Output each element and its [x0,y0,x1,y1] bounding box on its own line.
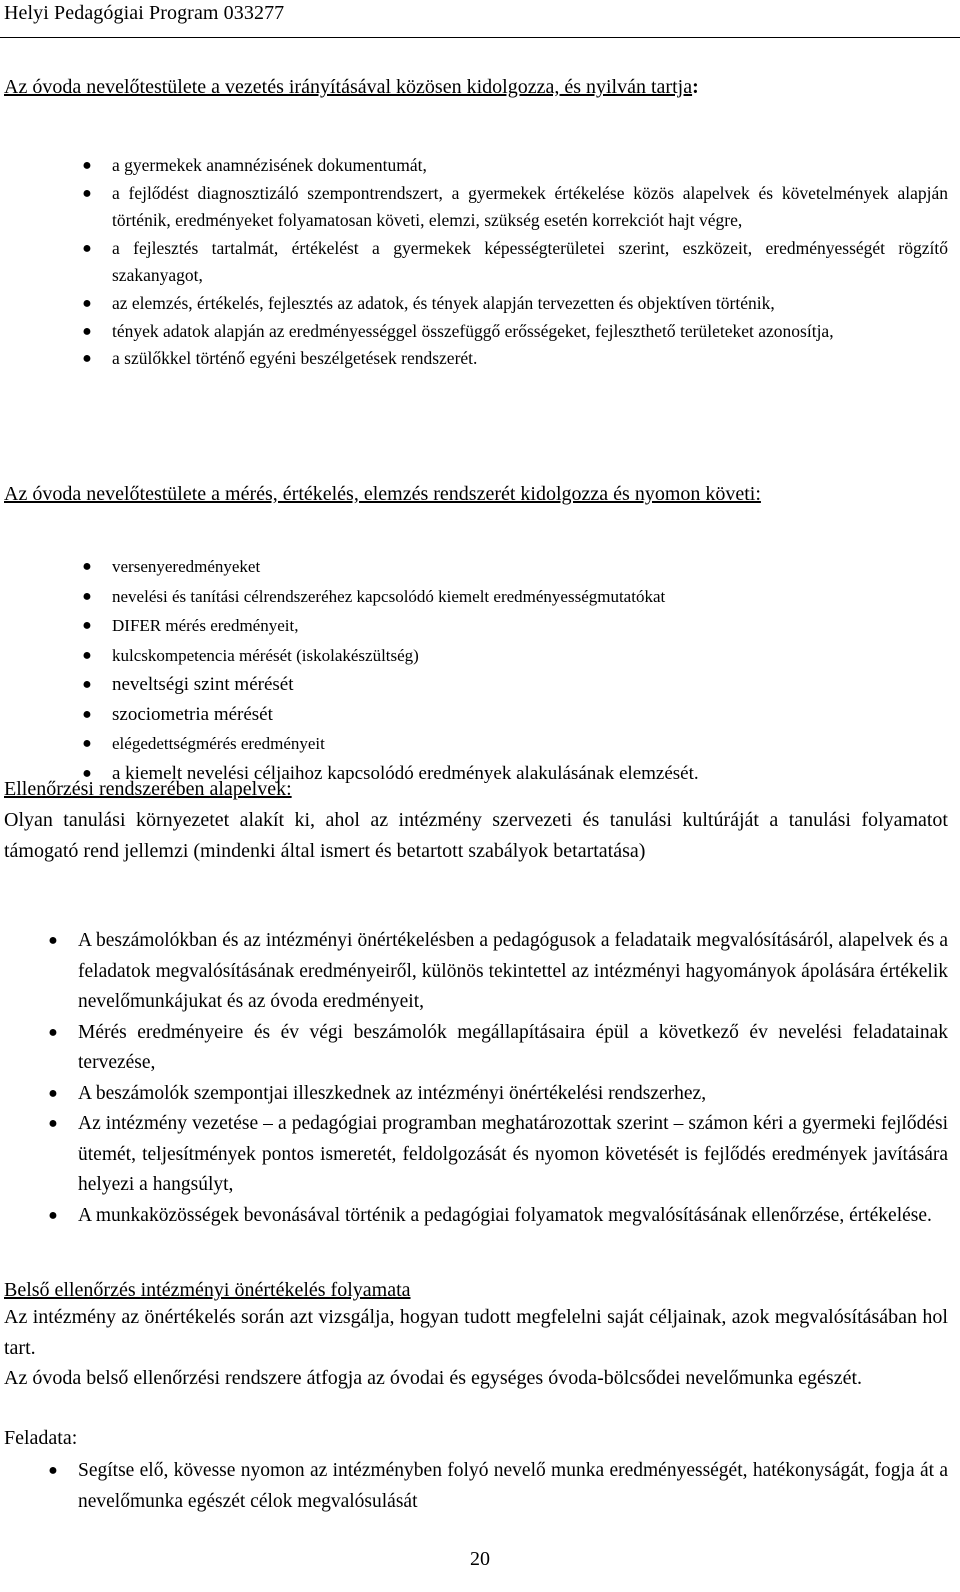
list-item: ● versenyeredményeket [112,552,872,582]
bullet-icon: ● [82,157,92,174]
list-item: ● kulcskompetencia mérését (iskolakészültség) [112,641,872,671]
bullet-list-documentation [82,152,948,373]
page-header-title: Helyi Pedagógiai Program 033277 [4,2,285,24]
bullet-list-measurements [82,552,872,788]
list-item: ● a fejlődést diagnosztizáló szempontrendszert, a gyermekek értékelése közös alapelvek és követelmények alapján történik, eredményeket folyamatosan követi, elemzi, szükség esetén korrekciót hajt végre, [112,180,948,235]
intro-text: Az óvoda nevelőtestülete a vezetés irányításával közösen kidolgozza, és nyilván tartja [4,76,693,98]
section-heading-control: Ellenőrzési rendszerében alapelvek: [4,778,292,800]
bullet-icon: ● [48,1206,58,1224]
list-item: ● a gyermekek anamnézisének dokumentumát, [112,152,948,180]
bullet-icon: ● [82,705,92,723]
bullet-icon: ● [82,764,92,782]
bullet-icon: ● [82,735,92,752]
bullet-icon: ● [82,239,92,257]
intro-colon: : [692,76,699,98]
bullet-icon: ● [82,322,92,340]
bullet-icon: ● [82,676,92,693]
list-item: ● a szülőkkel történő egyéni beszélgetések rendszerét. [112,345,948,373]
bullet-icon: ● [82,617,92,634]
list-item: ● A beszámolókban és az intézményi önértékelésben a pedagógusok a feladataik megvalósításáról, alapelvek és a feladatok megvalósításának eredményeiről, különös tekintettel az intézményi hagyományok ápolására értékelik nevelőmunkájukat és az óvoda eredményeit, [78,926,948,1018]
list-item: ● Az intézmény vezetése – a pedagógiai programban meghatározottak szerint – számon kéri a gyermeki fejlődési ütemét, teljesítmények pontos ismeretét, feldolgozását és nyomon követését is fejlődés eredmények javítására helyezi a hangsúlyt, [78,1109,948,1201]
tasks-label: Feladata: [4,1427,78,1449]
self-assessment-paragraph-2: Az óvoda belső ellenőrzési rendszere átfogja az óvodai és egységes óvoda-bölcsődei nevelőmunka egészét. [4,1367,862,1389]
list-item: ● A beszámolók szempontjai illeszkednek az intézményi önértékelési rendszerhez, [78,1079,948,1110]
list-item: ● az elemzés, értékelés, fejlesztés az adatok, és tények alapján tervezetten és objektíven történik, [112,290,948,318]
bullet-icon: ● [82,646,92,664]
bullet-list-tasks [48,1456,948,1517]
list-item: ● szociometria mérését [112,700,872,730]
section-heading-self-assessment: Belső ellenőrzés intézményi önértékelés folyamata [4,1279,411,1301]
list-item: ● Segítse elő, kövesse nyomon az intézményben folyó nevelő munka eredményességét, hatékonyságát, fogja át a nevelőmunka egészét célok megvalósulását [78,1456,948,1517]
bullet-icon: ● [48,1084,58,1102]
bullet-icon: ● [48,1115,58,1132]
bullet-icon: ● [82,558,92,575]
list-item: ● a fejlesztés tartalmát, értékelést a gyermekek képességterületei szerint, eszközeit, eredményességét rögzítő szakanyagot, [112,235,948,290]
header-rule [0,37,960,38]
bullet-icon: ● [48,932,58,949]
list-item: ● neveltségi szint mérését [112,670,872,700]
list-item: ● nevelési és tanítási célrendszeréhez kapcsolódó kiemelt eredményességmutatókat [112,582,872,612]
intro-paragraph [4,72,948,103]
list-item: ● elégedettségmérés eredményeit [112,729,872,759]
bullet-icon: ● [82,184,92,202]
section-heading-measurement: Az óvoda nevelőtestülete a mérés, értékelés, elemzés rendszerét kidolgozza és nyomon követi: [4,483,761,505]
self-assessment-paragraph-1: Az intézmény az önértékelés során azt vizsgálja, hogyan tudott megfelelni saját céljainak, azok megvalósításában hol tart. [4,1306,948,1359]
bullet-icon: ● [48,1023,58,1041]
bullet-list-principles [48,926,948,1231]
list-item: ● A munkaközösségek bevonásával történik a pedagógiai folyamatok megvalósításának ellenőrzése, értékelése. [78,1201,948,1232]
list-item: ● a kiemelt nevelési céljaihoz kapcsolódó eredmények alakulásának elemzését. [112,759,872,789]
section-paragraph-control: Olyan tanulási környezetet alakít ki, ahol az intézmény szervezeti és tanulási kultúráját a tanulási folyamatot támogató rend jellemzi (mindenki által ismert és betartott szabályok betartatása) [4,809,948,862]
list-item: ● tények adatok alapján az eredményességgel összefüggő erősségeket, fejleszthető területeket azonosítja, [112,318,948,346]
list-item: ● DIFER mérés eredményeit, [112,611,872,641]
bullet-icon: ● [48,1462,58,1479]
page-number: 20 [470,1548,490,1570]
bullet-icon: ● [82,587,92,605]
list-item: ● Mérés eredményeire és év végi beszámolók megállapításaira épül a következő év nevelési feladatainak tervezése, [78,1018,948,1079]
bullet-icon: ● [82,294,92,312]
bullet-icon: ● [82,350,92,368]
